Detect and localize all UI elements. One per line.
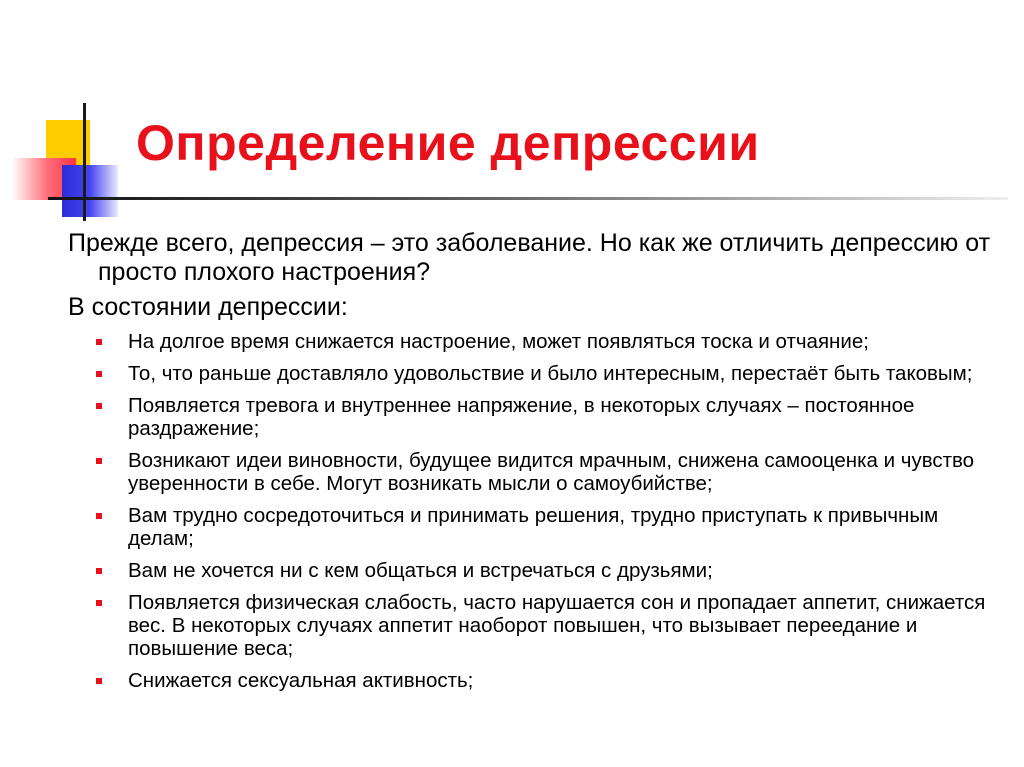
slide-content [68, 229, 998, 701]
symptom-list [68, 330, 998, 692]
slide-title: Определение депрессии [136, 115, 760, 171]
list-item-text: Вам не хочется ни с кем общаться и встречаться с друзьями; [128, 559, 713, 582]
list-item-text: То, что раньше доставляло удовольствие и было интересным, перестаёт быть таковым; [128, 362, 973, 385]
list-item-text: Снижается сексуальная активность; [128, 669, 474, 692]
subheading: В состоянии депрессии: [68, 293, 348, 321]
list-item [68, 669, 998, 692]
square-bullet-icon [96, 568, 102, 574]
list-item-text: Появляется физическая слабость, часто нарушается сон и пропадает аппетит, снижается вес. В некоторых случаях аппетит наоборот повышен, что вызывает переедание и повышение веса; [128, 591, 986, 660]
square-bullet-icon [96, 403, 102, 409]
title-underline [48, 197, 1008, 200]
vertical-line-decoration [83, 103, 86, 221]
blue-square-decoration [62, 165, 118, 217]
list-item [68, 591, 998, 660]
list-item [68, 504, 998, 550]
square-bullet-icon [96, 678, 102, 684]
list-item-text: На долгое время снижается настроение, может появляться тоска и отчаяние; [128, 330, 869, 353]
list-item [68, 330, 998, 353]
square-bullet-icon [96, 339, 102, 345]
square-bullet-icon [96, 513, 102, 519]
list-item [68, 559, 998, 582]
list-item-text: Вам трудно сосредоточиться и принимать решения, трудно приступать к привычным делам; [128, 504, 939, 550]
list-item [68, 362, 998, 385]
square-bullet-icon [96, 600, 102, 606]
square-bullet-icon [96, 371, 102, 377]
list-item-text: Возникают идеи виновности, будущее видится мрачным, снижена самооценка и чувство уверенности в себе. Могут возникать мысли о самоубийстве; [128, 449, 975, 495]
lead-paragraph: Прежде всего, депрессия – это заболевание. Но как же отличить депрессию от просто плохого настроения? [68, 229, 991, 286]
list-item-text: Появляется тревога и внутреннее напряжение, в некоторых случаях – постоянное раздражение; [128, 394, 915, 440]
list-item [68, 449, 998, 495]
square-bullet-icon [96, 458, 102, 464]
list-item [68, 394, 998, 440]
